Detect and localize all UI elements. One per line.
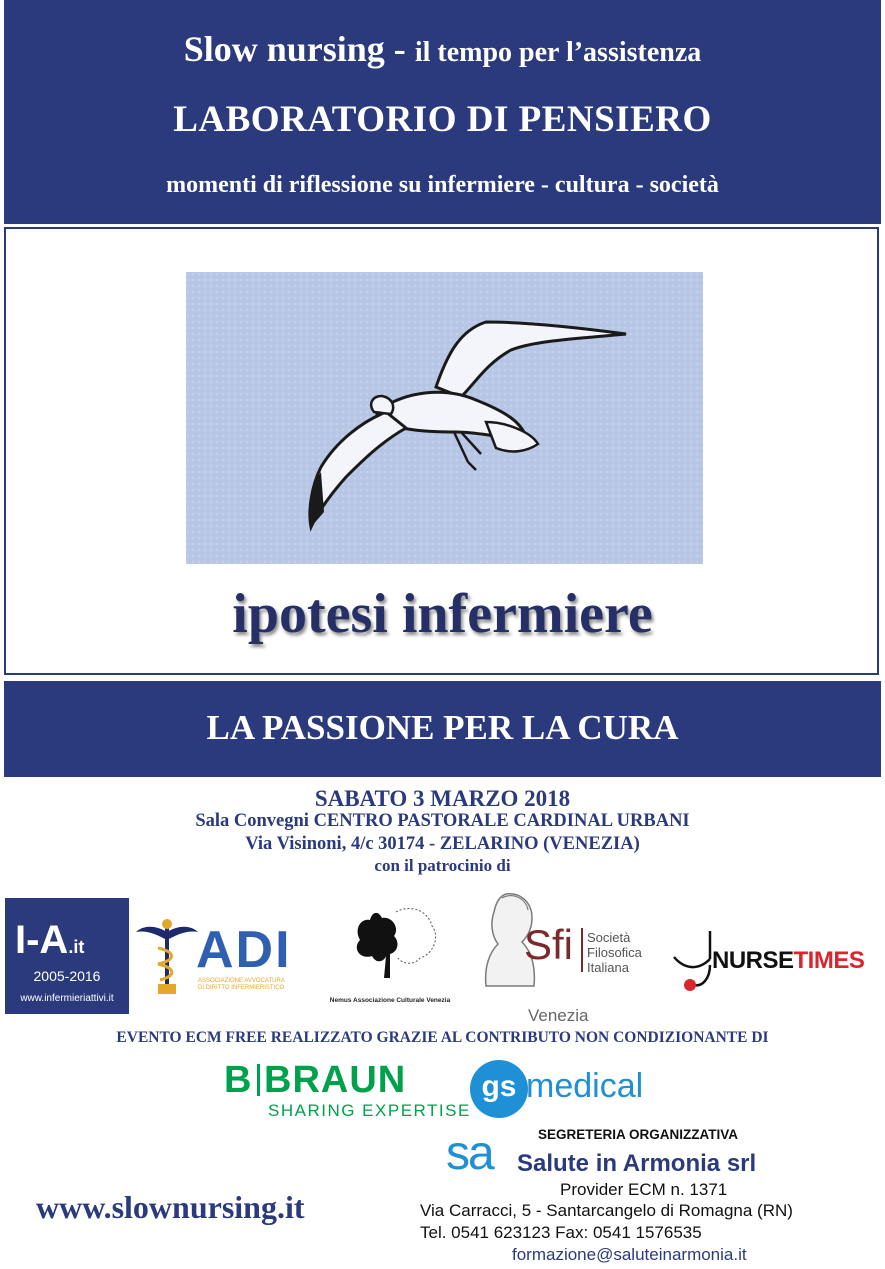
sfi-line-2: Filosofica — [587, 945, 642, 960]
workshop-subtitle: momenti di riflessione su infermiere - cultura - società — [166, 172, 719, 198]
seagull-illustration — [186, 272, 703, 564]
stethoscope-icon — [668, 925, 718, 995]
ia-url: www.infermieriattivi.it — [20, 993, 114, 1004]
bbraun-divider — [257, 1064, 260, 1096]
ia-main: I-A — [15, 918, 69, 962]
company-email[interactable]: formazione@saluteinarmonia.it — [512, 1245, 747, 1264]
provider-ecm: Provider ECM n. 1371 — [560, 1180, 728, 1199]
nurse-word: NURSE — [712, 947, 794, 974]
hero-title: ipotesi infermiere — [232, 583, 653, 645]
event-venue: Sala Convegni CENTRO PASTORALE CARDINAL URBANI — [195, 811, 690, 831]
sfi-divider — [581, 928, 583, 972]
bbraun-b: B — [224, 1059, 252, 1101]
nemus-logo — [320, 900, 460, 1010]
sfi-text — [587, 930, 642, 975]
ia-suffix: .it — [68, 937, 85, 957]
gs-name: medical — [526, 1067, 644, 1105]
sfi-line-1: Società — [587, 930, 631, 945]
adi-caption-2: DI DIRITTO INFERMIERISTICO — [198, 985, 285, 991]
nemus-caption: Nemus Associazione Culturale Venezia — [329, 997, 451, 1004]
passion-title: LA PASSIONE PER LA CURA — [206, 708, 679, 747]
sfi-logo — [472, 888, 662, 1026]
ia-logo — [5, 898, 129, 1014]
title-sub: il tempo per l’assistenza — [414, 37, 702, 68]
adi-caption-1: ASSOCIAZIONE AVVOCATURA — [198, 978, 285, 984]
gs-mark: gs — [470, 1060, 528, 1118]
gs-medical-logo — [470, 1060, 650, 1122]
ecm-sponsor-text: EVENTO ECM FREE REALIZZATO GRAZIE AL CONTRIBUTO NON CONDIZIONANTE DI — [116, 1029, 769, 1046]
times-word: TIMES — [793, 947, 865, 974]
company-address: Via Carracci, 5 - Santarcangelo di Romagna (RN) — [420, 1201, 793, 1220]
bbraun-name: BRAUN — [264, 1059, 407, 1101]
bbraun-tagline: SHARING EXPERTISE — [268, 1101, 471, 1120]
workshop-title: LABORATORIO DI PENSIERO — [173, 99, 712, 140]
seagull-icon — [186, 272, 703, 564]
caduceus-icon — [136, 918, 198, 996]
event-series-title — [0, 28, 885, 70]
company-phone: Tel. 0541 623123 Fax: 0541 1576535 — [420, 1223, 702, 1242]
bbraun-logo — [220, 1059, 471, 1122]
title-main: Slow nursing - — [183, 29, 415, 69]
adi-logo — [136, 918, 311, 998]
patronage-label: con il patrocinio di — [374, 856, 511, 875]
event-date: SABATO 3 MARZO 2018 — [314, 786, 571, 811]
event-address: Via Visinoni, 4/c 30174 - ZELARINO (VENEZIA) — [245, 834, 640, 854]
website-link[interactable]: www.slownursing.it — [36, 1189, 305, 1225]
adi-name: ADI — [196, 921, 292, 979]
sa-logo-mark: sa — [446, 1127, 493, 1180]
sfi-line-3: Italiana — [587, 960, 629, 975]
sfi-city: Venezia — [528, 1006, 589, 1025]
nurse-times-logo — [668, 925, 878, 995]
nurse-times-name — [712, 947, 864, 975]
tree-icon — [350, 900, 440, 982]
company-name: Salute in Armonia srl — [517, 1150, 757, 1177]
sfi-abbrev: Sfi — [524, 921, 574, 968]
ia-years: 2005-2016 — [33, 968, 101, 984]
secretariat-label: SEGRETERIA ORGANIZZATIVA — [538, 1127, 739, 1142]
